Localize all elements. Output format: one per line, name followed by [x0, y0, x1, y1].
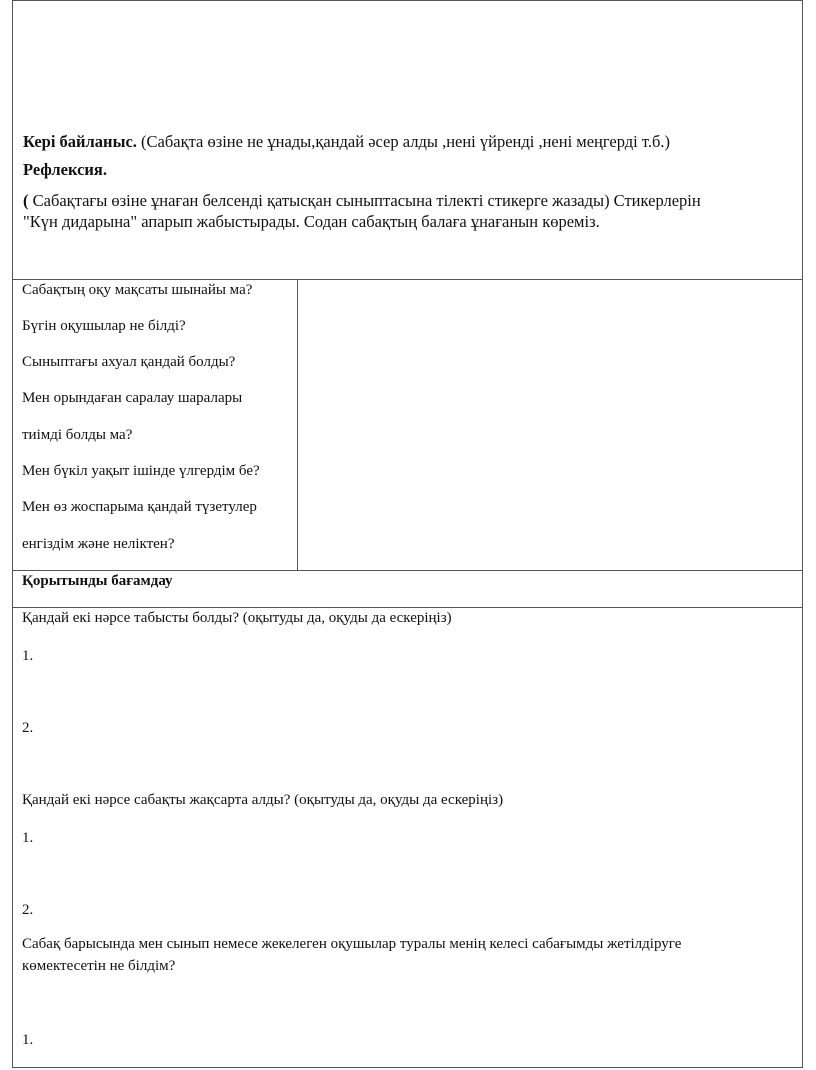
question: Бүгін оқушылар не білді?: [22, 318, 186, 334]
reflection-line-1: [23, 191, 701, 211]
summary-q1-item-2: 2.: [22, 720, 34, 736]
summary-question-1: Қандай екі нәрсе табысты болды? (оқытуды да, оқуды да ескеріңіз): [22, 610, 452, 626]
row-divider: [12, 279, 803, 280]
question: енгіздім және неліктен?: [22, 536, 175, 552]
summary-question-3-line-2: көмектесетін не білдім?: [22, 958, 176, 974]
question: Мен орындаған саралау шаралары: [22, 390, 243, 406]
reflection-text-1: Сабақтағы өзіне ұнаған белсенді қатысқан сыныптасына тілекті стикерге жазады) Стикерлерін: [28, 191, 701, 210]
feedback-heading: Кері байланыс.: [23, 132, 137, 151]
border-left: [12, 0, 13, 1068]
border-right: [802, 0, 803, 1068]
summary-question-2: Қандай екі нәрсе сабақты жақсарта алды? (оқытуды да, оқуды да ескеріңіз): [22, 792, 504, 808]
summary-q1-item-1: 1.: [22, 648, 34, 664]
summary-q3-item-1: 1.: [22, 1032, 34, 1048]
reflection-heading-text: Рефлексия.: [23, 160, 107, 179]
summary-question-3-line-1: Сабақ барысында мен сынып немесе жекелеген оқушылар туралы менің келесі сабағымды жетілдіруге: [22, 936, 682, 952]
column-divider: [297, 279, 298, 570]
question: Сыныптағы ахуал қандай болды?: [22, 354, 236, 370]
question: Сабақтың оқу мақсаты шынайы ма?: [22, 282, 253, 298]
row-divider: [12, 570, 803, 571]
summary-heading-text: Қорытынды бағамдау: [22, 573, 173, 589]
border-bottom: [12, 1067, 803, 1068]
row-divider: [12, 607, 803, 608]
reflection-heading: [23, 160, 107, 180]
question: тиімді болды ма?: [22, 427, 133, 443]
question: Мен өз жоспарыма қандай түзетулер: [22, 499, 257, 515]
summary-heading: [22, 573, 173, 590]
feedback-line: [23, 132, 670, 152]
border-top: [12, 0, 803, 1]
reflection-line-2: "Күн дидарына" апарып жабыстырады. Содан сабақтың балаға ұнағанын көреміз.: [23, 212, 600, 231]
summary-q2-item-1: 1.: [22, 830, 34, 846]
reflection-paren: (: [23, 191, 29, 210]
feedback-text: (Сабақта өзіне не ұнады,қандай әсер алды ,нені үйренді ,нені меңгерді т.б.): [136, 132, 671, 151]
question: Мен бүкіл уақыт ішінде үлгердім бе?: [22, 463, 260, 479]
summary-q2-item-2: 2.: [22, 902, 34, 918]
